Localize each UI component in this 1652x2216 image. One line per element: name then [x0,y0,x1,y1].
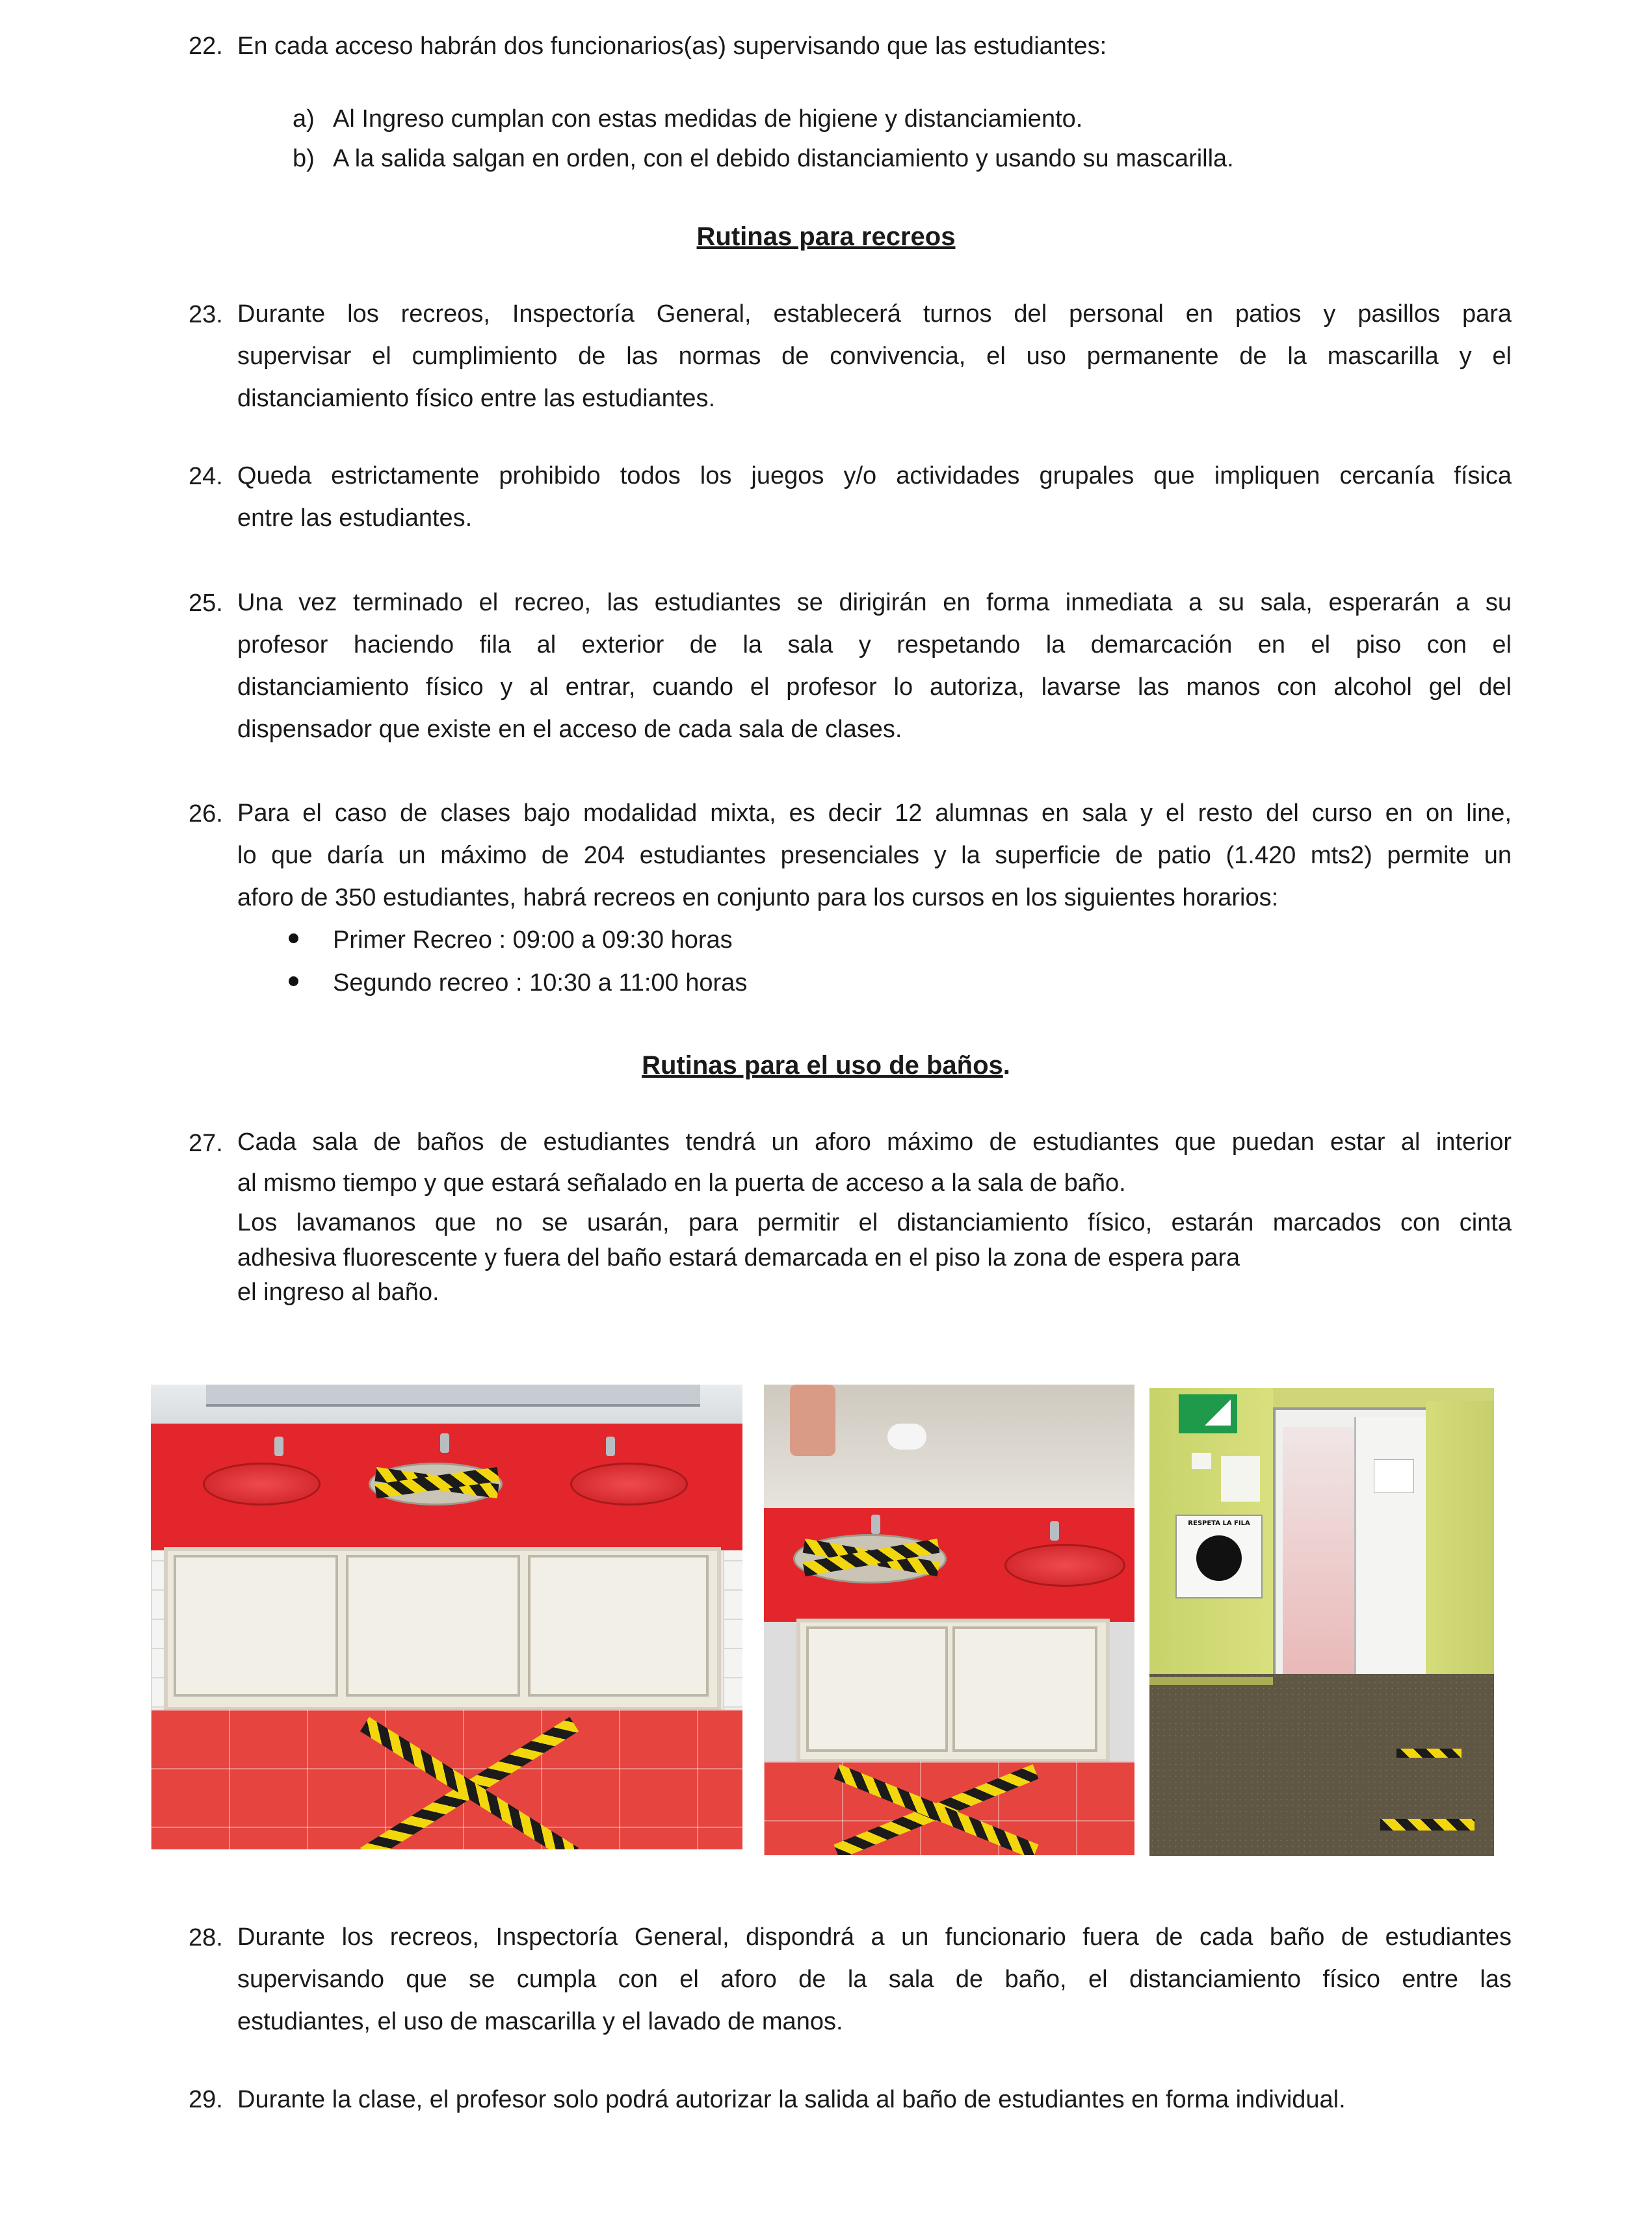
paragraph-line: Para el caso de clases bajo modalidad mixta, es decir 12 alumnas en sala y el resto del curso en on line, [237,800,1512,827]
paragraph-line: lo que daría un máximo de 204 estudiantes presenciales y la superficie de patio (1.420 mts2) permite un [237,842,1512,869]
paragraph-line: entre las estudiantes. [237,504,473,532]
paragraph-line: supervisando que se cumpla con el aforo de la sala de baño, el distanciamiento físico entre las [237,1966,1512,1993]
item-number: 26. [189,800,223,828]
item-paragraph [237,1916,1512,2043]
floor-caution-tape [1396,1749,1462,1758]
item-number: 24. [189,463,223,490]
queue-sign-text: RESPETA LA FILA [1188,1520,1250,1527]
cabinet-door [528,1555,709,1697]
cabinet-door [346,1555,520,1697]
item-number: 22. [189,33,223,60]
paragraph-line: Los lavamanos que no se usarán, para permitir el distanciamiento físico, estarán marcados con cinta [237,1209,1512,1236]
paragraph-line: al mismo tiempo y que estará señalado en la puerta de acceso a la sala de baño. [237,1169,1126,1197]
baseboard [1149,1677,1273,1685]
exit-sign [1179,1394,1237,1433]
distance-pictogram-icon [1196,1535,1242,1581]
person-reflection [790,1385,835,1456]
cabinet-door [174,1555,338,1697]
bullet-icon [289,933,298,943]
paragraph-line: aforo de 350 estudiantes, habrá recreos en conjunto para los cursos en los siguientes horarios: [237,884,1279,911]
sub-item-label: a) [293,105,315,133]
item-number: 23. [189,301,223,328]
bullet-text: Primer Recreo : 09:00 a 09:30 horas [333,926,733,954]
faucet-icon [274,1437,283,1456]
queue-sign [1175,1515,1263,1598]
item-number: 28. [189,1924,223,1951]
photo-bathroom-entrance [1149,1388,1494,1856]
paragraph-line: Durante los recreos, Inspectoría General, establecerá turnos del personal en patios y pasillos para [237,300,1512,328]
section-heading-text: Rutinas para el uso de baños [642,1051,1003,1080]
sub-item-label: b) [293,145,315,172]
paragraph-line: Cada sala de baños de estudiantes tendrá un aforo máximo de estudiantes que puedan estar al interior [237,1128,1512,1156]
bullet-text: Segundo recreo : 10:30 a 11:00 horas [333,969,748,997]
notice-paper [1221,1456,1260,1502]
item-paragraph [237,455,1512,540]
item-number: 27. [189,1130,223,1157]
section-heading: Rutinas para recreos [696,222,956,251]
mirror [206,1385,700,1407]
photo-bathroom-counter [764,1385,1134,1855]
paragraph-line: dispensador que existe en el acceso de cada sala de clases. [237,716,902,743]
small-notice [1192,1453,1211,1469]
paragraph-line: estudiantes, el uso de mascarilla y el lavado de manos. [237,2008,843,2035]
item-number: 29. [189,2086,223,2113]
item-paragraph [237,582,1512,751]
faucet-icon [871,1515,880,1534]
sub-item-text: A la salida salgan en orden, con el debido distanciamiento y usando su mascarilla. [333,145,1234,172]
faucet-icon [440,1433,449,1453]
section-heading [0,1044,1652,1087]
faucet-icon [1050,1521,1059,1541]
paragraph-line: distanciamiento físico y al entrar, cuando el profesor lo autoriza, lavarse las manos con alcohol gel del [237,673,1512,701]
item-number: 25. [189,590,223,617]
paragraph-line: el ingreso al baño. [237,1279,439,1306]
section-heading-suffix: . [1003,1051,1010,1080]
sub-item-text: Al Ingreso cumplan con estas medidas de higiene y distanciamiento. [333,105,1083,133]
sink [203,1463,321,1506]
item-text: En cada acceso habrán dos funcionarios(as) supervisando que las estudiantes: [237,33,1107,60]
paragraph-line: Una vez terminado el recreo, las estudiantes se dirigirán en forma inmediata a su sala, esperarán a su [237,589,1512,616]
bullet-icon [289,976,298,986]
sink [570,1463,688,1506]
floor-caution-tape [1380,1819,1475,1831]
item-paragraph [237,792,1512,919]
item-paragraph [237,293,1512,420]
paragraph-line: Durante los recreos, Inspectoría General, dispondrá a un funcionario fuera de cada baño de estudiantes [237,1923,1512,1951]
paragraph-line: distanciamiento físico entre las estudiantes. [237,385,716,412]
stairs-icon [1205,1400,1231,1426]
paragraph-line: adhesiva fluorescente y fuera del baño estará demarcada en el piso la zona de espera para [237,1244,1240,1271]
cabinet-door [806,1626,948,1752]
paragraph-line: Queda estrictamente prohibido todos los juegos y/o actividades grupales que impliquen cercanía física [237,462,1512,489]
door-notice [1374,1459,1414,1493]
paragraph-line: supervisar el cumplimiento de las normas de convivencia, el uso permanente de la mascarilla y el [237,343,1512,370]
photo-bathroom-sinks [151,1385,742,1849]
faucet-icon [606,1437,615,1456]
toilet-reflection [887,1424,926,1450]
item-paragraph [237,1122,1512,1310]
paragraph-line: profesor haciendo fila al exterior de la sala y respetando la demarcación en el piso con el [237,631,1512,658]
item-text: Durante la clase, el profesor solo podrá autorizar la salida al baño de estudiantes en forma individual. [237,2086,1346,2113]
sink [1004,1544,1125,1587]
cabinet-door [952,1626,1097,1752]
